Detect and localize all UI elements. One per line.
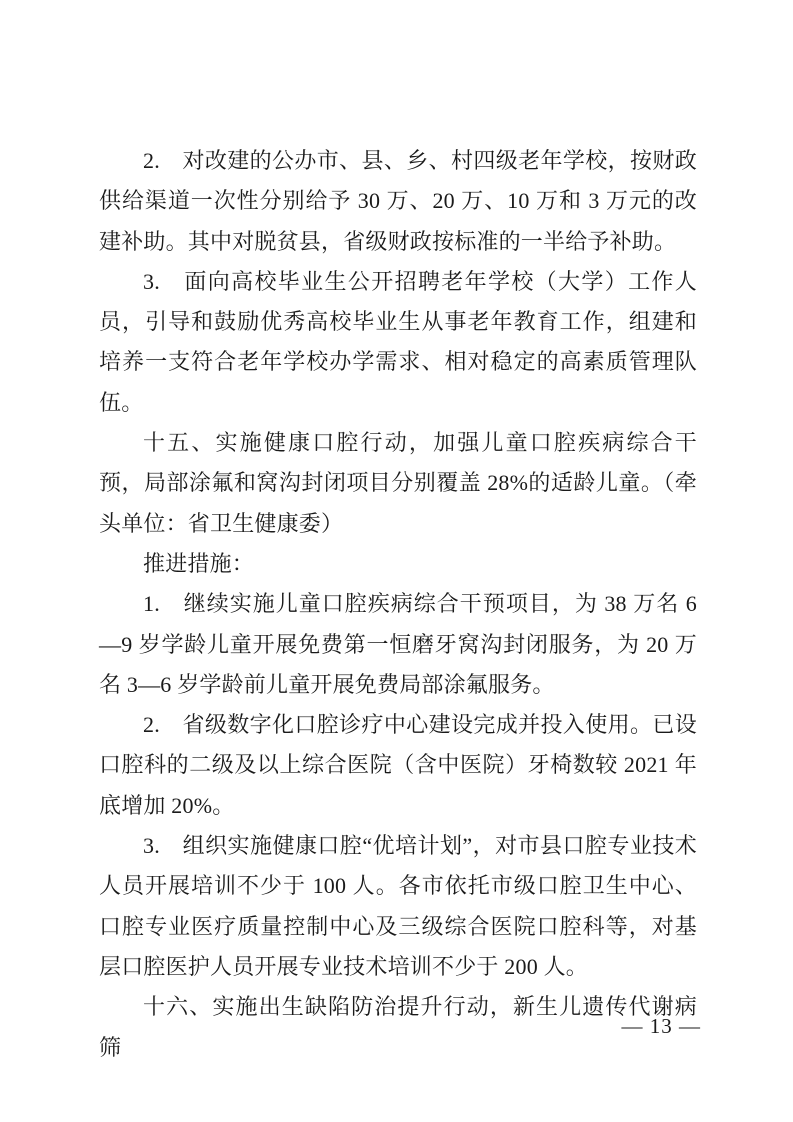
paragraph-item-3-recruitment: 3. 面向高校毕业生公开招聘老年学校（大学）工作人员，引导和鼓励优秀高校毕业生从事老年教育工作，组建和培养一支符合老年学校办学需求、相对稳定的高素质管理队伍。	[99, 268, 697, 415]
paragraph-item-2-renovation-subsidy: 2. 对改建的公办市、县、乡、村四级老年学校，按财政供给渠道一次性分别给予 30 万、20 万、10 万和 3 万元的改建补助。其中对脱贫县，省级财政按标准的一半给予补助。	[99, 148, 697, 254]
paragraph-measures-label: 推进措施：	[143, 550, 255, 576]
page-content	[99, 141, 697, 1068]
page-number-text: — 13 —	[621, 1014, 701, 1038]
paragraph-measure-1-children-dental: 1. 继续实施儿童口腔疾病综合干预项目，为 38 万名 6—9 岁学龄儿童开展免费第一恒磨牙窝沟封闭服务，为 20 万名 3—6 岁学龄前儿童开展免费局部涂氟服务。	[99, 591, 697, 697]
paragraph-section-15-oral-health-action: 十五、实施健康口腔行动，加强儿童口腔疾病综合干预，局部涂氟和窝沟封闭项目分别覆盖 28%的适龄儿童。（牵头单位：省卫生健康委）	[99, 430, 697, 536]
paragraph-measure-3-training-plan: 3. 组织实施健康口腔“优培计划”，对市县口腔专业技术人员开展培训不少于 100 人。各市依托市级口腔卫生中心、口腔专业医疗质量控制中心及三级综合医院口腔科等，对基层口腔医护人员开展专业技术培训不少于 200 人。	[99, 833, 697, 979]
paragraph-measure-2-digital-dental-center: 2. 省级数字化口腔诊疗中心建设完成并投入使用。已设口腔科的二级及以上综合医院（含中医院）牙椅数较 2021 年底增加 20%。	[99, 712, 697, 818]
paragraph-section-16-birth-defects: 十六、实施出生缺陷防治提升行动，新生儿遗传代谢病筛	[99, 994, 697, 1060]
page-number	[597, 990, 702, 1062]
